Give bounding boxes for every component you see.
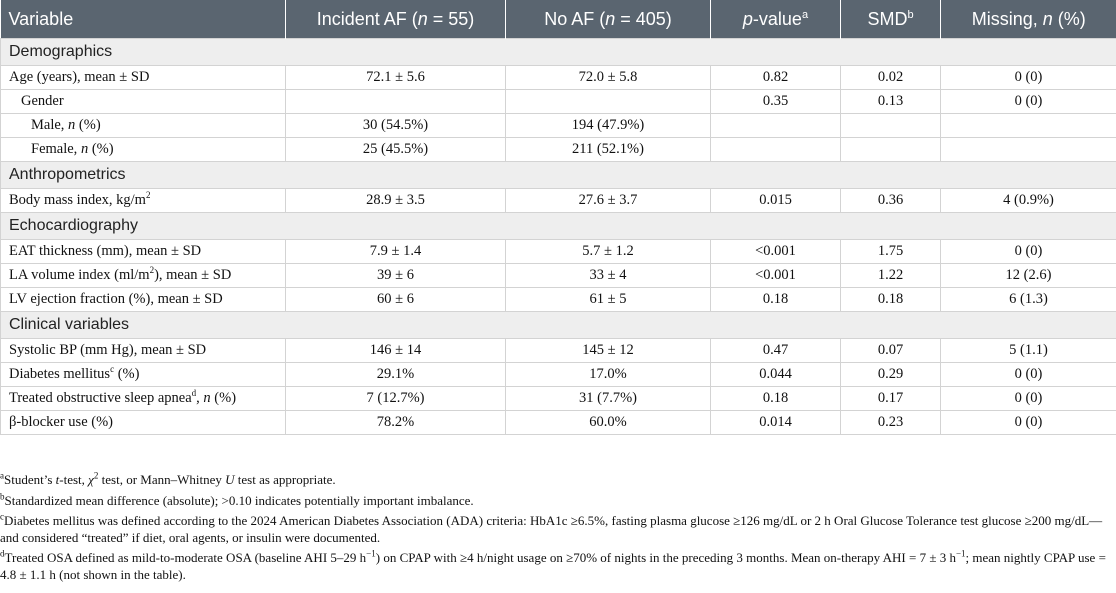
cell-missing: 6 (1.3) <box>941 288 1116 312</box>
table-row-eat <box>1 240 1116 264</box>
cell-no-af: 33 ± 4 <box>506 264 711 288</box>
cell-missing: 12 (2.6) <box>941 264 1116 288</box>
col-header-p-value: p-value$^a$ <box>711 0 841 39</box>
cell-smd <box>841 138 941 162</box>
table-row-la-volume <box>1 264 1116 288</box>
cell-missing: 0 (0) <box>941 363 1116 387</box>
cell-smd <box>841 114 941 138</box>
cell-p-value <box>711 114 841 138</box>
cell-no-af: 31 (7.7%) <box>506 387 711 411</box>
cell-missing: 5 (1.1) <box>941 339 1116 363</box>
row-label: Systolic BP (mm Hg), mean ± SD <box>1 339 286 363</box>
col-header-smd: SMD$^b$ <box>841 0 941 39</box>
cell-smd: 0.29 <box>841 363 941 387</box>
cell-smd: 0.23 <box>841 411 941 435</box>
table-row-female <box>1 138 1116 162</box>
cell-incident-af: 7 (12.7%) <box>286 387 506 411</box>
row-label: LA volume index $(ml/m^2)$, mean ± SD <box>1 264 286 288</box>
cell-no-af: 145 ± 12 <box>506 339 711 363</box>
table-header-row <box>1 0 1116 39</box>
row-label: β-blocker use (%) <box>1 411 286 435</box>
footnote-c: $^c$Diabetes mellitus was defined according to the 2024 American Diabetes Association (ADA) criteria: HbA1c ≥6.5%, fasting plasma glucose ≥126 mg/dL or 2 h Oral Glucose Tolerance test glucose ≥200 mg/dL—and considered “treated” if diet, oral agents, or insulin were documented. <box>0 511 1103 545</box>
table-row-age <box>1 66 1116 90</box>
table-row-diabetes <box>1 363 1116 387</box>
cell-incident-af: 60 ± 6 <box>286 288 506 312</box>
table-row-lv-ef <box>1 288 1116 312</box>
cell-smd: 1.75 <box>841 240 941 264</box>
section-row-anthropometrics <box>1 162 1116 189</box>
footnote-d: $^d$Treated OSA defined as mild-to-moderate OSA (baseline AHI 5–29 $h^{-1}$) on CPAP with ≥4 h/night usage on ≥70% of nights in the preceding 3 months. Mean on-therapy AHI = 7 ± 3 $h^{-1}$; mean nightly CPAP use = 4.8 ± 1.1 h (not shown in the table). <box>0 548 1106 582</box>
table-row-gender <box>1 90 1116 114</box>
cell-incident-af: 28.9 ± 3.5 <box>286 189 506 213</box>
cell-incident-af: 146 ± 14 <box>286 339 506 363</box>
cell-incident-af: 7.9 ± 1.4 <box>286 240 506 264</box>
cell-missing <box>941 138 1116 162</box>
cell-no-af: 17.0% <box>506 363 711 387</box>
cell-missing: 0 (0) <box>941 411 1116 435</box>
col-header-missing: Missing, n (%) <box>941 0 1116 39</box>
cell-p-value: 0.47 <box>711 339 841 363</box>
cell-no-af <box>506 90 711 114</box>
cell-missing: 4 (0.9%) <box>941 189 1116 213</box>
cell-incident-af: 30 (54.5%) <box>286 114 506 138</box>
cell-p-value <box>711 138 841 162</box>
cell-no-af: 5.7 ± 1.2 <box>506 240 711 264</box>
cell-smd: 0.17 <box>841 387 941 411</box>
row-label: Diabetes mellitus$^c$ (%) <box>1 363 286 387</box>
cell-incident-af: 25 (45.5%) <box>286 138 506 162</box>
cell-smd: 1.22 <box>841 264 941 288</box>
section-row-demographics <box>1 39 1116 66</box>
table-row-beta-blocker <box>1 411 1116 435</box>
row-label: Female, n (%) <box>1 138 286 162</box>
cell-no-af: 211 (52.1%) <box>506 138 711 162</box>
cell-incident-af: 72.1 ± 5.6 <box>286 66 506 90</box>
section-row-clinical <box>1 312 1116 339</box>
cell-smd: 0.13 <box>841 90 941 114</box>
cell-smd: 0.18 <box>841 288 941 312</box>
col-header-variable: Variable <box>1 0 286 39</box>
cell-p-value: 0.015 <box>711 189 841 213</box>
row-label: EAT thickness (mm), mean ± SD <box>1 240 286 264</box>
row-label: Treated obstructive sleep apnea$^d$, n (%) <box>1 387 286 411</box>
table-footnotes <box>0 472 1110 587</box>
row-label: Body mass index, $kg/m^2$ <box>1 189 286 213</box>
col-header-no-af: No AF (n = 405) <box>506 0 711 39</box>
cell-no-af: 61 ± 5 <box>506 288 711 312</box>
table-row-osa <box>1 387 1116 411</box>
cell-p-value: 0.18 <box>711 288 841 312</box>
section-label: Echocardiography <box>1 213 1116 240</box>
row-label: Male, n (%) <box>1 114 286 138</box>
cell-missing <box>941 114 1116 138</box>
cell-no-af: 72.0 ± 5.8 <box>506 66 711 90</box>
cell-p-value: <0.001 <box>711 264 841 288</box>
cell-p-value: 0.18 <box>711 387 841 411</box>
cell-no-af: 194 (47.9%) <box>506 114 711 138</box>
section-label: Clinical variables <box>1 312 1116 339</box>
row-label: Age (years), mean ± SD <box>1 66 286 90</box>
cell-incident-af: 78.2% <box>286 411 506 435</box>
section-label: Demographics <box>1 39 1116 66</box>
table-row-bmi <box>1 189 1116 213</box>
cell-no-af: 60.0% <box>506 411 711 435</box>
cell-smd: 0.36 <box>841 189 941 213</box>
section-label: Anthropometrics <box>1 162 1116 189</box>
cell-missing: 0 (0) <box>941 240 1116 264</box>
cell-p-value: 0.044 <box>711 363 841 387</box>
cell-no-af: 27.6 ± 3.7 <box>506 189 711 213</box>
row-label: Gender <box>1 90 286 114</box>
footnote-a: $^a$Student’s t-test, $\chi^2$ test, or Mann–Whitney U test as appropriate. <box>0 470 336 487</box>
cell-missing: 0 (0) <box>941 387 1116 411</box>
section-row-echocardiography <box>1 213 1116 240</box>
cell-p-value: <0.001 <box>711 240 841 264</box>
cell-incident-af: 39 ± 6 <box>286 264 506 288</box>
cell-incident-af: 29.1% <box>286 363 506 387</box>
cell-p-value: 0.82 <box>711 66 841 90</box>
cell-smd: 0.02 <box>841 66 941 90</box>
cell-incident-af <box>286 90 506 114</box>
col-header-incident-af: Incident AF (n = 55) <box>286 0 506 39</box>
cell-p-value: 0.014 <box>711 411 841 435</box>
footnote-b: $^b$Standardized mean difference (absolute); >0.10 indicates potentially important imbalance. <box>0 491 474 508</box>
table-row-sbp <box>1 339 1116 363</box>
cell-missing: 0 (0) <box>941 66 1116 90</box>
cell-smd: 0.07 <box>841 339 941 363</box>
table-row-male <box>1 114 1116 138</box>
cell-missing: 0 (0) <box>941 90 1116 114</box>
cell-p-value: 0.35 <box>711 90 841 114</box>
row-label: LV ejection fraction (%), mean ± SD <box>1 288 286 312</box>
